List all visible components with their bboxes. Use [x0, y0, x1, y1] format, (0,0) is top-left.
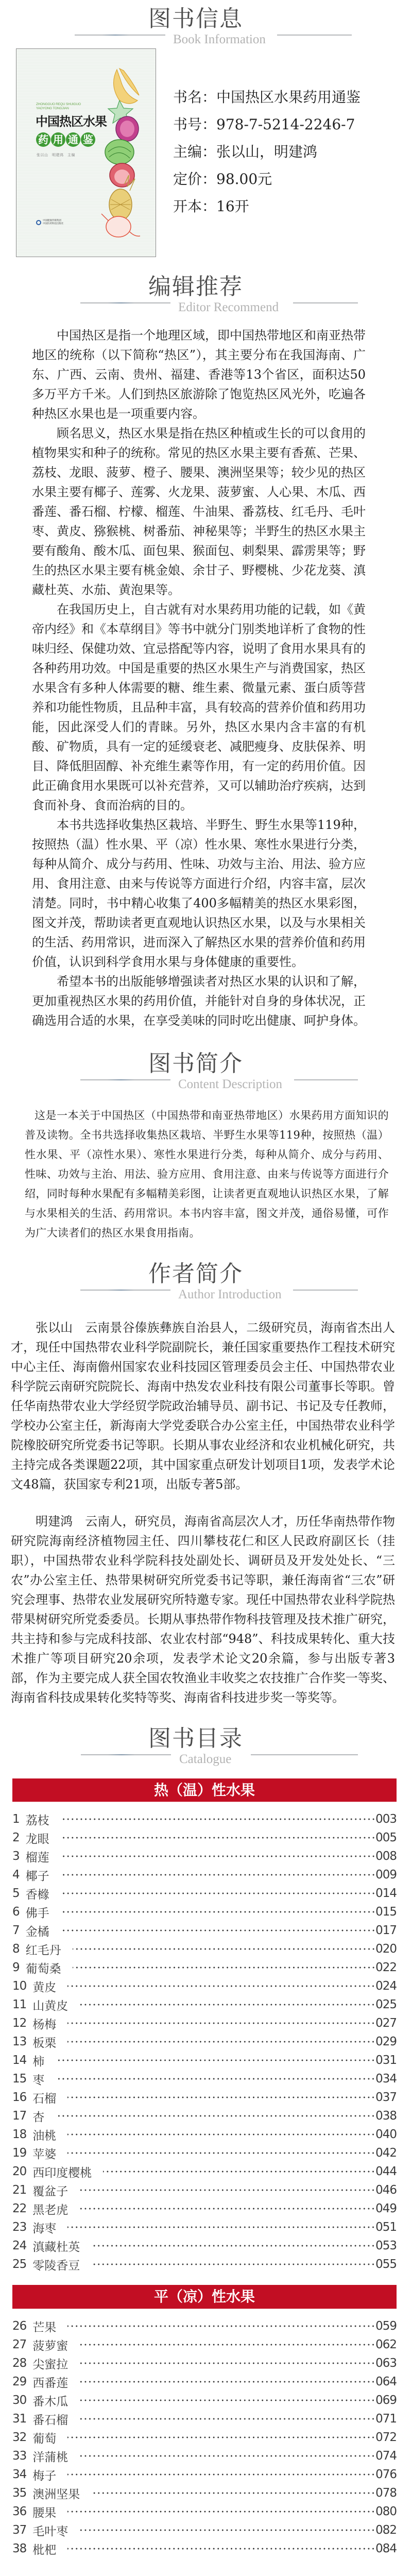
dot-leader — [79, 2417, 375, 2420]
entry-number: 20 — [12, 2165, 27, 2178]
entry-number: 16 — [12, 2091, 27, 2104]
dot-leader — [67, 2022, 375, 2025]
entry-page: 022 — [375, 1961, 397, 1974]
content-description-text — [25, 1106, 389, 1243]
entry-number: 13 — [12, 2035, 27, 2048]
entry-page: 008 — [375, 1850, 397, 1863]
entry-page: 055 — [375, 2258, 397, 2271]
heading-rule-right — [251, 1754, 358, 1755]
entry-title: 菠萝蜜 — [32, 2339, 68, 2353]
paragraph: 这是一本关于中国热区（中国热带和南亚热带地区）水果药用方面知识的普及读物。全书共选择收集热区栽培、半野生水果等119种，按照热（温）性水果、平（凉性水果）、寒性水果进行分类，每种从简介、成分与药用、性味、功效与主治、用法、验方应用、食用注意、由来与传说等方面进行介绍，同时每种水果配有多幅精美彩图，让读者更直观地认识热区水果，了解与水果相关的生活、药用常识。本书内容丰富，图文并茂，通俗易懂，可作为广大读者们的热区水果食用指南。 — [25, 1109, 389, 1239]
cover-subtitle — [36, 132, 95, 147]
catalog-entry[interactable] — [12, 2107, 397, 2125]
author-bio-text: 云南景谷傣族彝族自治县人，二级研究员，海南省杰出人才，现任中国热带农业科学院副院长，兼任国家重要热作工程技术研究中心主任、海南儋州国家农业科技园区管理委员会主任、中国热带农业科学院云南研究院院长、海南中热发农业科技有限公司董事长等职。曾任华南热带农业大学经贸学院政治辅导员、副书记、书记及专任教师，学校办公室主任，新海南大学党委联合办公室主任，中国热带农业科学院橡胶研究所党委书记等职。长期从事农业经济和农业机械化研究，共主持完成各类课题22项，其中国家重点研发计划项目1项，发表学术论文48篇，获国家专利21项，出版专著5部。 — [11, 1320, 396, 1492]
heading-rule-right — [293, 1290, 358, 1291]
entry-page: 062 — [375, 2338, 397, 2351]
entry-title: 杨梅 — [32, 2018, 57, 2031]
dot-leader — [61, 1873, 375, 1876]
entry-number: 9 — [12, 1961, 20, 1974]
dot-leader — [61, 1818, 375, 1821]
dot-leader — [79, 2362, 375, 2365]
entry-title: 腰果 — [32, 2506, 57, 2520]
entry-number: 34 — [12, 2468, 27, 2481]
dot-leader — [61, 1836, 375, 1839]
entry-number: 10 — [12, 1979, 27, 1993]
publisher-line: 中国医药科技出版社 — [43, 222, 64, 225]
dot-leader — [67, 2133, 375, 2136]
entry-title: 榴莲 — [25, 1851, 49, 1865]
entry-number: 4 — [12, 1868, 20, 1882]
entry-title: 尖蜜拉 — [32, 2358, 68, 2371]
book-price: 定价：98.00元 — [173, 171, 272, 188]
entry-number: 32 — [12, 2431, 27, 2444]
entry-page: 014 — [375, 1887, 397, 1900]
banana-icon — [114, 69, 139, 104]
section-subtitle: Catalogue — [179, 1752, 232, 1766]
entry-title: 覆盆子 — [32, 2184, 68, 2198]
dot-leader — [67, 2096, 375, 2099]
author-bio-1 — [11, 1318, 395, 1494]
entry-title: 洋蒲桃 — [32, 2450, 68, 2464]
entry-page: 074 — [375, 2449, 397, 2463]
dot-leader — [67, 2436, 375, 2439]
entry-title: 油桃 — [32, 2129, 57, 2143]
entry-page: 082 — [375, 2523, 397, 2537]
entry-title: 山黄皮 — [32, 1999, 68, 2013]
heading-rule-right — [294, 1079, 358, 1080]
paragraph: 本书共选择收集热区栽培、半野生、野生水果等119种，按照热（温）性水果、平（凉）性水果、寒性水果进行分类，每种从简介、成分与药用、性味、功效与主治、用法、验方应用、食用注意、由来与传说等方面进行介绍，内容丰富，层次清楚。同时，书中精心收集了400多幅精美的热区水果彩图，图文并茂，帮助读者更直观地认识热区水果，以及与水果相关的生活、药用常识，进而深入了解热区水果的营养价值和药用价值，认识到科学食用水果与身体健康的重要性。 — [32, 818, 366, 969]
entry-page: 015 — [375, 1905, 397, 1919]
catalog-entry[interactable] — [12, 2032, 397, 2051]
entry-number: 17 — [12, 2109, 27, 2123]
cover-pinyin-line: YAOYONG TONGJIAN — [36, 107, 69, 110]
section-subtitle: Editor Recommend — [178, 300, 279, 314]
dot-leader — [79, 2454, 375, 2458]
entry-page: 044 — [375, 2165, 397, 2178]
author-name: 张以山 — [36, 1320, 73, 1335]
entry-number: 5 — [12, 1887, 20, 1900]
entry-page: 059 — [375, 2319, 397, 2333]
catalog-entry[interactable] — [12, 2218, 397, 2236]
entry-page: 003 — [375, 1812, 397, 1826]
catalog-entry[interactable] — [12, 2484, 397, 2502]
catalog-entry[interactable] — [12, 1810, 397, 1828]
entry-page: 009 — [375, 1868, 397, 1882]
entry-number: 18 — [12, 2128, 27, 2141]
entry-title: 滇藏杜英 — [32, 2240, 80, 2254]
catalog-entry[interactable] — [12, 1977, 397, 1995]
section-heading-book-info — [0, 6, 412, 48]
entry-number: 26 — [12, 2319, 27, 2333]
entry-title: 西印度樱桃 — [32, 2166, 92, 2180]
entry-title: 佛手 — [25, 1906, 49, 1920]
entry-number: 37 — [12, 2523, 27, 2537]
entry-number: 3 — [12, 1850, 20, 1863]
entry-number: 6 — [12, 1905, 20, 1919]
catalog-entry[interactable] — [12, 2317, 397, 2335]
catalog-entry[interactable] — [12, 1940, 397, 1958]
dot-leader — [61, 1910, 375, 1913]
catalog-entry[interactable] — [12, 2372, 397, 2391]
entry-page: 042 — [375, 2146, 397, 2160]
entry-page: 017 — [375, 1924, 397, 1937]
heading-rule-left — [80, 1290, 170, 1291]
catalog-entry[interactable] — [12, 2255, 397, 2274]
section-subtitle: Content Description — [178, 1077, 283, 1091]
dot-leader — [91, 2492, 375, 2495]
dot-leader — [67, 2151, 375, 2155]
entry-title: 龙眼 — [25, 1832, 49, 1846]
entry-page: 040 — [375, 2128, 397, 2141]
entry-number: 22 — [12, 2202, 27, 2215]
entry-title: 枇杷 — [32, 2543, 57, 2557]
book-format: 开本：16开 — [173, 198, 249, 215]
dot-leader — [67, 2510, 375, 2513]
dot-leader — [103, 2170, 375, 2173]
entry-page: 005 — [375, 1831, 397, 1844]
catalog-entry[interactable] — [12, 2521, 397, 2539]
entry-page: 046 — [375, 2183, 397, 2197]
entry-title: 柿 — [32, 2055, 45, 2069]
dot-leader — [61, 1929, 375, 1932]
heading-rule-left — [80, 302, 170, 303]
entry-title: 黑老虎 — [32, 2203, 68, 2217]
heading-rule-right — [293, 302, 358, 303]
cover-title: 中国热区水果 — [36, 114, 107, 129]
catalog-entry[interactable] — [12, 2391, 397, 2410]
book-name: 书名：中国热区水果药用通鉴 — [173, 89, 361, 106]
entry-title: 椰子 — [25, 1869, 49, 1883]
catalog-list — [12, 2317, 397, 2570]
entry-title: 板栗 — [32, 2036, 57, 2050]
cover-pinyin-line: ZHONGGUO REQU SHUIGUO — [36, 103, 81, 106]
heading-rule-left — [75, 35, 165, 36]
catalog-entry[interactable] — [12, 2144, 397, 2162]
entry-number: 2 — [12, 1831, 20, 1844]
catalog-group-header: 平（凉）性水果 — [12, 2285, 397, 2309]
entry-number: 11 — [12, 1998, 27, 2011]
entry-number: 24 — [12, 2239, 27, 2252]
catalog-entry[interactable] — [12, 2447, 397, 2465]
dot-leader — [67, 2547, 375, 2550]
paragraph — [11, 1318, 395, 1494]
entry-page: 025 — [375, 1998, 397, 2011]
catalog-entry[interactable] — [12, 1884, 397, 1903]
catalog-entry[interactable] — [12, 2199, 397, 2218]
entry-number: 30 — [12, 2394, 27, 2407]
dot-leader — [79, 2399, 375, 2402]
catalog-group-header: 热（温）性水果 — [12, 1778, 397, 1802]
entry-page: 063 — [375, 2357, 397, 2370]
entry-title: 番木瓜 — [32, 2395, 68, 2409]
entry-page: 027 — [375, 2016, 397, 2030]
entry-page: 071 — [375, 2412, 397, 2426]
entry-number: 8 — [12, 1942, 20, 1956]
paragraph: 希望本书的出版能够增强读者对热区水果的认识和了解，更加重视热区水果的药用价值，并能针对自身的身体状况，正确选用合适的水果，在享受美味的同时吃出健康、呵护身体。 — [32, 974, 366, 1028]
section-title: 图书目录 — [148, 1725, 243, 1752]
entry-page: 049 — [375, 2202, 397, 2215]
section-subtitle: Author Introduction — [178, 1287, 282, 1301]
author-bio-2 — [11, 1512, 395, 1707]
book-isbn: 书号：978-7-5214-2246-7 — [173, 116, 355, 133]
book-cover — [16, 48, 156, 257]
custard-apple-icon — [105, 140, 134, 164]
entry-title: 金橘 — [25, 1925, 49, 1939]
cover-subtitle-char: 鉴 — [81, 132, 95, 147]
entry-number: 35 — [12, 2486, 27, 2500]
entry-number: 28 — [12, 2357, 27, 2370]
dot-leader — [79, 2003, 375, 2006]
entry-number: 27 — [12, 2338, 27, 2351]
entry-page: 078 — [375, 2486, 397, 2500]
dot-leader — [73, 1966, 375, 1969]
catalog-entry[interactable] — [12, 2181, 397, 2199]
catalog-entry[interactable] — [12, 1903, 397, 1921]
entry-title: 澳洲坚果 — [32, 2487, 80, 2501]
entry-title: 西番莲 — [32, 2376, 68, 2390]
entry-number: 33 — [12, 2449, 27, 2463]
cover-publisher — [36, 219, 64, 225]
entry-page: 024 — [375, 1979, 397, 1993]
entry-number: 31 — [12, 2412, 27, 2426]
catalog-entry[interactable] — [12, 1995, 397, 2014]
entry-title: 杏 — [32, 2110, 45, 2124]
dot-leader — [56, 2077, 375, 2080]
entry-title: 石榴 — [32, 2092, 57, 2106]
catalog-entry[interactable] — [12, 2070, 397, 2088]
entry-title: 番石榴 — [32, 2413, 68, 2427]
entry-title: 毛叶枣 — [32, 2524, 68, 2538]
dot-leader — [79, 2189, 375, 2192]
cover-authors: 张以山 明建鸿 主编 — [37, 153, 75, 157]
entry-page: 072 — [375, 2431, 397, 2444]
author-bio-text: 云南人，研究员，海南省高层次人才，历任华南热带作物研究院海南经济植物园主任、四川攀枝花仁和区人民政府副区长（挂职），中国热带农业科学院科技处副处长、调研员及开发处处长、“三农”办公室主任、热带果树研究所党委书记等职，兼任海南省“三农”研究会理事、热带农业发展研究所特邀专家。现任中国热带农业科学院热带果树研究所党委委员。长期从事热带作物科技管理及技术推广研究，共主持和参与完成科技部、农业农村部“948”、科技成果转化、重大技术推广等项目研究20余项，发表学术论文20余篇，参与出版专著3部，作为主要完成人获全国农牧渔业丰收奖之农技推广合作奖一等奖、海南省科技成果转化奖特等奖、海南省科技进步奖一等奖等。 — [11, 1514, 396, 1705]
paragraph: 中国热区是指一个地理区域，即中国热带地区和南亚热带地区的统称（以下简称“热区”），其主要分布在我国海南、广东、广西、云南、贵州、福建、香港等13个省区，面积达50多万平方千米。人们到热区旅游除了饱览热区风光外，吃遍各种热区水果也是一项重要内容。 — [32, 328, 366, 421]
catalog-entry[interactable] — [12, 1958, 397, 1977]
publisher-logo-icon — [36, 220, 41, 225]
entry-title: 葡萄 — [32, 2432, 57, 2446]
catalog-entry[interactable] — [12, 2354, 397, 2372]
dot-leader — [79, 2380, 375, 2383]
book-info-section — [0, 0, 412, 260]
entry-page: 037 — [375, 2091, 397, 2104]
entry-page: 064 — [375, 2375, 397, 2388]
dot-leader — [67, 2226, 375, 2229]
heading-rule-left — [80, 1079, 170, 1080]
catalog-entry[interactable] — [12, 2088, 397, 2107]
dot-leader — [79, 2207, 375, 2210]
entry-title: 荔枝 — [25, 1814, 49, 1827]
entry-page: 076 — [375, 2468, 397, 2481]
entry-page: 084 — [375, 2542, 397, 2555]
dot-leader — [56, 2059, 375, 2062]
entry-number: 19 — [12, 2146, 27, 2160]
dot-leader — [56, 2114, 375, 2117]
entry-page: 029 — [375, 2035, 397, 2048]
section-title: 编辑推荐 — [148, 274, 243, 300]
paragraph: 在我国历史上，自古就有对水果药用功能的记载，如《黄帝内经》和《本草纲目》等书中就分门别类地详析了食物的性味归经、保健功效、宜忌搭配等内容，说明了食用水果具有的各种药用功效。中国是重要的热区水果生产与消费国家，热区水果含有多种人体需要的糖、维生素、微量元素、蛋白质等营养和功能性物质，且品种丰富，具有较高的营养价值和药用功能，因此深受人们的青睐。另外，热区水果内含丰富的有机酸、矿物质，具有一定的延缓衰老、减肥瘦身、皮肤保养、明目、降低胆固醇、补充维生素等作用，有一定的药用价值。因此正确食用水果既可以补充营养，又可以辅助治疗疾病，达到食而补身、食而治病的目的。 — [32, 602, 366, 812]
section-heading-author-introduction — [0, 1261, 412, 1303]
cover-pinyin — [36, 103, 81, 111]
entry-page: 020 — [375, 1942, 397, 1956]
catalog-list — [12, 1810, 397, 2274]
catalog-entry[interactable] — [12, 2465, 397, 2484]
entry-number: 15 — [12, 2072, 27, 2086]
dot-leader — [79, 2343, 375, 2346]
catalog-entry[interactable] — [12, 1828, 397, 1847]
section-title: 图书简介 — [148, 1050, 243, 1077]
entry-page: 038 — [375, 2109, 397, 2123]
entry-number: 36 — [12, 2505, 27, 2518]
paragraph — [11, 1512, 395, 1707]
passion-fruit-icon — [116, 116, 139, 141]
paragraph: 顾名思义，热区水果是指在热区种植或生长的可以食用的植物果实和种子的统称。常见的热区水果主要有香蕉、芒果、荔枝、龙眼、菠萝、橙子、腰果、澳洲坚果等；较少见的热区水果主要有椰子、莲雾、火龙果、菠萝蜜、人心果、木瓜、西番莲、番石榴、柠檬、榴莲、牛油果、番荔枝、红毛丹、毛叶枣、黄皮、猕猴桃、树番茄、神秘果等；半野生的热区水果主要有酸角、酸木瓜、面包果、猴面包、刺梨果、霹雳果等；野生的热区水果主要有桃金娘、余甘子、野樱桃、少花龙葵、滇藏杜英、水茄、黄泡果等。 — [32, 426, 366, 597]
entry-title: 香橼 — [25, 1888, 49, 1902]
publisher-text — [43, 219, 64, 225]
catalog-entry[interactable] — [12, 1866, 397, 1884]
entry-title: 黄皮 — [32, 1980, 57, 1994]
section-subtitle: Book Information — [173, 32, 266, 46]
entry-title: 梅子 — [32, 2469, 57, 2483]
editor-recommend-text — [32, 326, 366, 1030]
catalog-entry[interactable] — [12, 2428, 397, 2447]
cover-subtitle-char: 用 — [51, 132, 65, 147]
catalog-entry[interactable] — [12, 1921, 397, 1940]
catalog-entry[interactable] — [12, 2014, 397, 2032]
entry-page: 069 — [375, 2394, 397, 2407]
catalog-entry[interactable] — [12, 2502, 397, 2521]
entry-title: 海枣 — [32, 2222, 57, 2235]
section-heading-editor-recommend — [0, 274, 412, 316]
entry-title: 红毛丹 — [25, 1943, 61, 1957]
entry-number: 25 — [12, 2258, 27, 2271]
catalog-entry[interactable] — [12, 2051, 397, 2070]
dot-leader — [61, 1855, 375, 1858]
section-title: 图书信息 — [148, 6, 243, 32]
catalog-entry[interactable] — [12, 2125, 397, 2144]
entry-page: 051 — [375, 2221, 397, 2234]
dot-leader — [67, 2473, 375, 2476]
entry-page: 034 — [375, 2072, 397, 2086]
entry-number: 1 — [12, 1812, 20, 1826]
catalog-entry[interactable] — [12, 2335, 397, 2354]
entry-title: 零陵香豆 — [32, 2259, 80, 2273]
book-editors: 主编：张以山，明建鸿 — [173, 143, 318, 160]
entry-number: 14 — [12, 2054, 27, 2067]
entry-number: 21 — [12, 2183, 27, 2197]
entry-number: 7 — [12, 1924, 20, 1937]
entry-title: 芒果 — [32, 2320, 57, 2334]
book-info-list — [173, 83, 360, 220]
heading-rule-right — [277, 35, 352, 36]
cover-subtitle-char: 药 — [36, 132, 50, 147]
catalog-entry[interactable] — [12, 2162, 397, 2181]
entry-number: 38 — [12, 2542, 27, 2555]
entry-number: 12 — [12, 2016, 27, 2030]
heading-rule-left — [81, 1754, 171, 1755]
dot-leader — [67, 1985, 375, 1988]
author-name: 明建鸿 — [36, 1514, 73, 1529]
section-title: 作者简介 — [148, 1261, 243, 1287]
dot-leader — [67, 2325, 375, 2328]
catalog-entry[interactable] — [12, 2236, 397, 2255]
section-heading-catalogue — [0, 1726, 412, 1768]
section-heading-content-description — [0, 1051, 412, 1093]
publisher-line: 中国健康传媒集团 — [43, 219, 61, 222]
entry-page: 080 — [375, 2505, 397, 2518]
entry-title: 枣 — [32, 2073, 45, 2087]
dot-leader — [91, 2263, 375, 2266]
entry-title: 葡萄桑 — [25, 1962, 61, 1976]
catalog-entry[interactable] — [12, 2539, 397, 2558]
dot-leader — [67, 2040, 375, 2043]
dot-leader — [79, 2529, 375, 2532]
dot-leader — [73, 1947, 375, 1951]
entry-page: 053 — [375, 2239, 397, 2252]
dot-leader — [91, 2244, 375, 2247]
entry-number: 23 — [12, 2221, 27, 2234]
dot-leader — [61, 1892, 375, 1895]
dragon-fruit-icon — [101, 214, 140, 237]
fruit-illustration-icon — [99, 64, 145, 240]
catalog-entry[interactable] — [12, 1847, 397, 1866]
entry-page: 031 — [375, 2054, 397, 2067]
entry-title: 苹婆 — [32, 2147, 57, 2161]
entry-number: 29 — [12, 2375, 27, 2388]
cover-subtitle-char: 通 — [66, 132, 80, 147]
catalog-entry[interactable] — [12, 2410, 397, 2428]
